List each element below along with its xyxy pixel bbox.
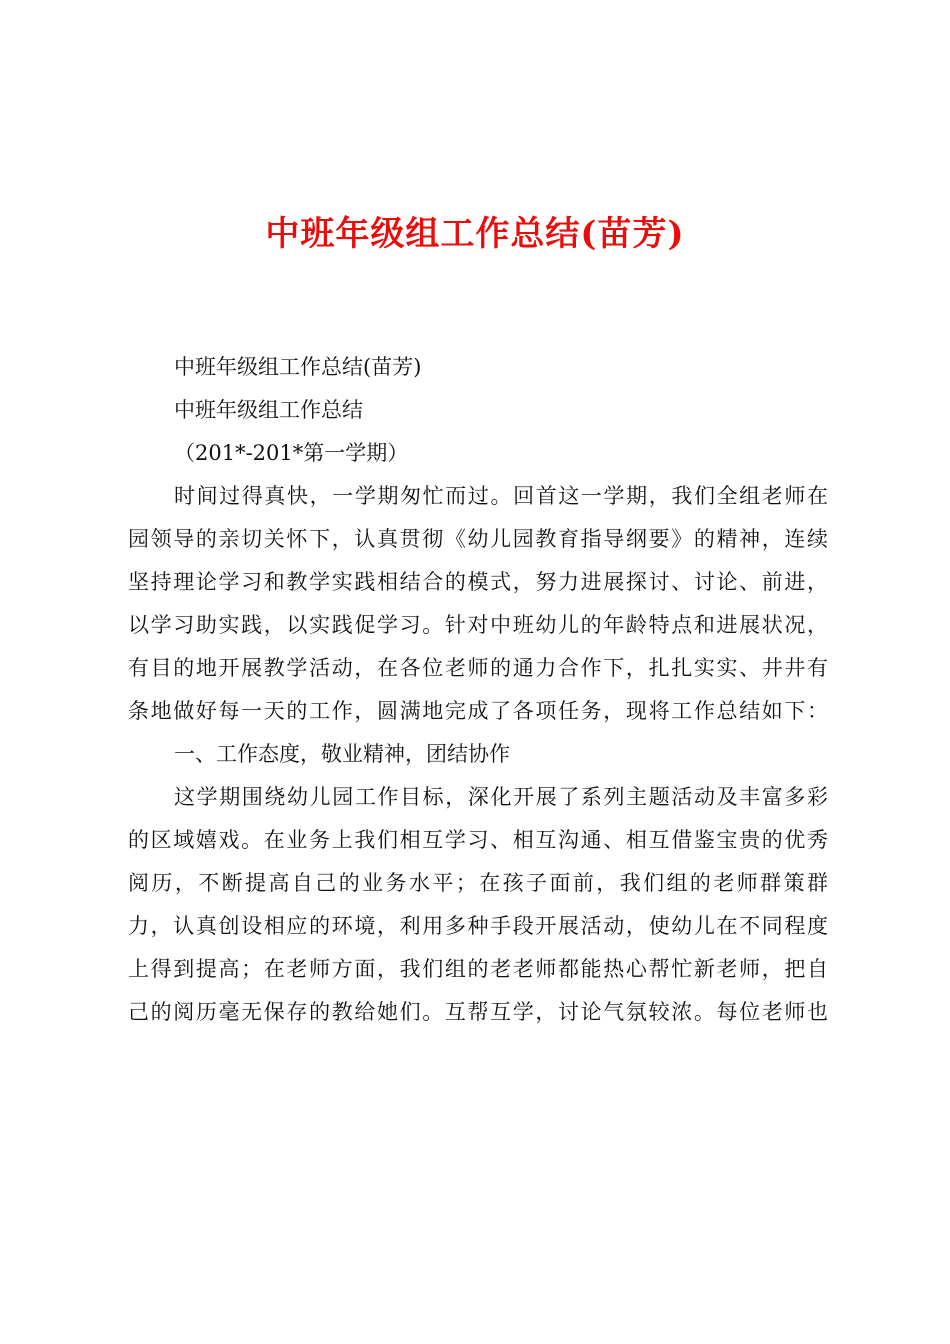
paragraph-line: 己的阅历毫无保存的教给她们。互帮互学，讨论气氛较浓。每位老师也 <box>128 1000 828 1024</box>
paragraph-line: 这学期围绕幼儿园工作目标，深化开展了系列主题活动及丰富多彩 <box>174 785 828 809</box>
paragraph-line: 上得到提高；在老师方面，我们组的老老师都能热心帮忙新老师，把自 <box>128 957 828 981</box>
paragraph-line: 中班年级组工作总结 <box>174 398 363 422</box>
paragraph-line: 中班年级组工作总结(苗芳) <box>174 355 422 379</box>
paragraph-line: 一、工作态度，敬业精神，团结协作 <box>174 742 510 766</box>
paragraph-line: 有目的地开展教学活动，在各位老师的通力合作下，扎扎实实、井井有 <box>128 656 828 680</box>
paragraph-line: 园领导的亲切关怀下，认真贯彻《幼儿园教育指导纲要》的精神，连续 <box>128 527 828 551</box>
paragraph-line: （201*-201*第一学期） <box>174 441 409 465</box>
paragraph-line: 时间过得真快，一学期匆忙而过。回首这一学期，我们全组老师在 <box>174 484 828 508</box>
paragraph-line: 以学习助实践，以实践促学习。针对中班幼儿的年龄特点和进展状况， <box>128 613 828 637</box>
paragraph-line: 力，认真创设相应的环境，利用多种手段开展活动，使幼儿在不同程度 <box>128 914 828 938</box>
document-body <box>128 346 828 1034</box>
document-title: 中班年级组工作总结(苗芳) <box>265 214 685 254</box>
paragraph-line: 条地做好每一天的工作，圆满地完成了各项任务，现将工作总结如下： <box>128 699 828 723</box>
paragraph-line: 的区域嬉戏。在业务上我们相互学习、相互沟通、相互借鉴宝贵的优秀 <box>128 828 828 852</box>
paragraph-line: 坚持理论学习和教学实践相结合的模式，努力进展探讨、讨论、前进， <box>128 570 828 594</box>
paragraph-line: 阅历，不断提高自己的业务水平；在孩子面前，我们组的老师群策群 <box>128 871 828 895</box>
